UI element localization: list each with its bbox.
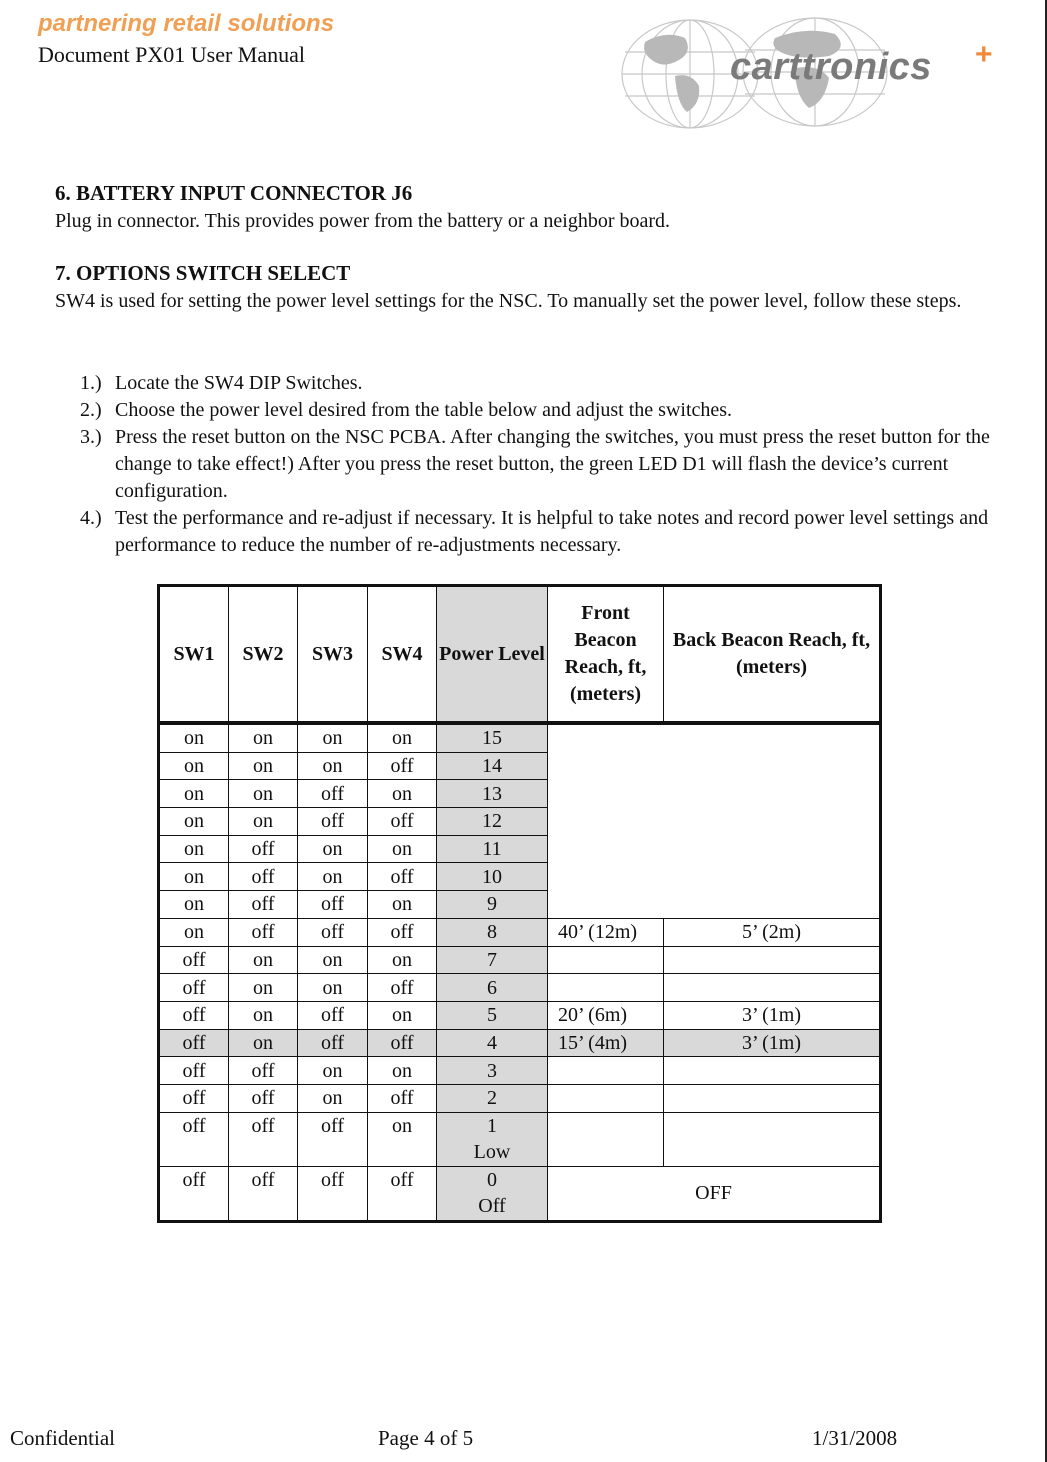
list-item	[80, 424, 1030, 505]
switch-cell: on	[368, 891, 437, 919]
switch-cell: off	[159, 1057, 229, 1085]
switch-cell: off	[159, 1084, 229, 1112]
switch-cell: on	[298, 723, 368, 752]
switch-cell: off	[229, 918, 298, 946]
switch-cell: on	[159, 723, 229, 752]
power-value: 1	[487, 1114, 497, 1137]
switch-cell: off	[229, 863, 298, 891]
switch-cell: on	[298, 752, 368, 780]
switch-cell: off	[298, 891, 368, 919]
switch-cell: off	[159, 1166, 229, 1221]
header-sw3: SW3	[298, 586, 368, 724]
power-value: 10	[482, 865, 502, 888]
company-tagline: partnering retail solutions	[38, 10, 335, 37]
power-level-cell	[437, 946, 548, 974]
switch-cell: on	[229, 974, 298, 1002]
switch-cell: off	[298, 1029, 368, 1057]
switch-cell: off	[368, 1084, 437, 1112]
switch-cell: off	[298, 1112, 368, 1166]
switch-cell: off	[229, 1166, 298, 1221]
step-number: 1.)	[80, 372, 102, 394]
power-value: 15	[482, 727, 502, 750]
header-front-beacon: Front Beacon Reach, ft, (meters)	[548, 586, 664, 724]
switch-cell: on	[229, 808, 298, 836]
switch-cell: off	[298, 918, 368, 946]
switch-cell: off	[229, 1057, 298, 1085]
power-level-cell	[437, 752, 548, 780]
switch-cell: off	[368, 808, 437, 836]
power-level-cell	[437, 1001, 548, 1029]
switch-cell: off	[229, 891, 298, 919]
power-value: 2	[487, 1087, 497, 1110]
switch-cell: on	[368, 946, 437, 974]
back-reach-cell	[664, 974, 881, 1002]
table-row	[159, 974, 881, 1002]
step-text: Test the performance and re-adjust if necessary. It is helpful to take notes and record power level settings and performance to reduce the number of re-adjustments necessary.	[115, 507, 989, 556]
footer-date: 1/31/2008	[812, 1426, 898, 1450]
switch-cell: on	[159, 808, 229, 836]
power-value: 0	[487, 1168, 497, 1191]
switch-cell: off	[159, 946, 229, 974]
power-value: 8	[487, 921, 497, 944]
switch-cell: off	[368, 974, 437, 1002]
list-item	[80, 397, 1030, 424]
power-value: 7	[487, 948, 497, 971]
table-row	[159, 723, 881, 752]
back-reach-cell	[664, 1057, 881, 1085]
section-7-heading: 7. OPTIONS SWITCH SELECT	[55, 261, 351, 285]
switch-cell: on	[368, 1112, 437, 1166]
front-reach-cell	[548, 1084, 664, 1112]
switch-cell: off	[229, 1112, 298, 1166]
document-title: Document PX01 User Manual	[38, 42, 306, 67]
switch-cell: on	[159, 780, 229, 808]
power-level-cell	[437, 863, 548, 891]
power-level-cell	[437, 1112, 548, 1166]
switch-cell: on	[368, 835, 437, 863]
power-level-cell	[437, 835, 548, 863]
power-level-cell	[437, 723, 548, 752]
table-row	[159, 1001, 881, 1029]
power-level-cell	[437, 918, 548, 946]
switch-cell: off	[368, 863, 437, 891]
off-merged-cell: OFF	[548, 1166, 881, 1221]
switch-cell: on	[229, 752, 298, 780]
switch-cell: off	[298, 1166, 368, 1221]
switch-cell: on	[298, 946, 368, 974]
table-body	[159, 723, 881, 1221]
switch-cell: off	[159, 1029, 229, 1057]
front-reach-cell: 40’ (12m)	[548, 918, 664, 946]
step-number: 4.)	[80, 507, 102, 529]
switch-cell: on	[229, 1001, 298, 1029]
footer-page-number: Page 4 of 5	[378, 1426, 474, 1450]
power-level-cell	[437, 1057, 548, 1085]
power-level-cell	[437, 780, 548, 808]
switch-cell: on	[298, 974, 368, 1002]
header-power-level: Power Level	[437, 586, 548, 724]
power-level-cell	[437, 1084, 548, 1112]
list-item	[80, 370, 1030, 397]
switch-cell: on	[229, 1029, 298, 1057]
switch-cell: off	[159, 1001, 229, 1029]
carttronics-logo	[615, 12, 1015, 130]
front-reach-cell	[548, 946, 664, 974]
back-reach-cell	[664, 1084, 881, 1112]
power-level-table	[157, 584, 882, 1223]
switch-cell: on	[368, 723, 437, 752]
table-header-row	[159, 586, 881, 724]
section-7-body: SW4 is used for setting the power level settings for the NSC. To manually set the power level, follow these steps.	[55, 290, 962, 312]
step-text: Choose the power level desired from the table below and adjust the switches.	[115, 399, 733, 421]
power-level-cell	[437, 1029, 548, 1057]
switch-cell: off	[159, 1112, 229, 1166]
switch-cell: on	[159, 752, 229, 780]
header-sw4: SW4	[368, 586, 437, 724]
front-reach-cell	[548, 1112, 664, 1166]
switch-cell: off	[159, 974, 229, 1002]
switch-cell: off	[229, 1084, 298, 1112]
footer-confidential: Confidential	[10, 1426, 115, 1450]
table-row	[159, 918, 881, 946]
switch-cell: on	[298, 1084, 368, 1112]
switch-cell: off	[229, 835, 298, 863]
power-level-cell	[437, 974, 548, 1002]
switch-cell: on	[159, 891, 229, 919]
switch-cell: on	[298, 863, 368, 891]
logo-wordmark: carttronics	[730, 46, 932, 88]
power-value: 12	[482, 810, 502, 833]
switch-cell: off	[368, 752, 437, 780]
power-value: 9	[487, 893, 497, 916]
step-number: 2.)	[80, 399, 102, 421]
logo-plus-icon: +	[975, 38, 993, 71]
power-value: 3	[487, 1059, 497, 1082]
table-row	[159, 946, 881, 974]
table-row	[159, 1112, 881, 1166]
switch-cell: on	[229, 723, 298, 752]
front-reach-cell: 15’ (4m)	[548, 1029, 664, 1057]
steps-list	[80, 370, 1030, 559]
back-reach-cell: 5’ (2m)	[664, 918, 881, 946]
header-sw2: SW2	[229, 586, 298, 724]
table-row	[159, 1029, 881, 1057]
section-6-body: Plug in connector. This provides power from the battery or a neighbor board.	[55, 210, 671, 232]
header-back-beacon: Back Beacon Reach, ft, (meters)	[664, 586, 881, 724]
switch-cell: off	[368, 918, 437, 946]
list-item	[80, 505, 1030, 559]
section-6-heading: 6. BATTERY INPUT CONNECTOR J6	[55, 181, 413, 205]
switch-cell: on	[159, 835, 229, 863]
power-value: 5	[487, 1004, 497, 1027]
power-level-cell	[437, 1166, 548, 1221]
power-level-cell	[437, 808, 548, 836]
step-number: 3.)	[80, 426, 102, 448]
step-text: Locate the SW4 DIP Switches.	[115, 372, 363, 394]
switch-cell: on	[229, 946, 298, 974]
step-text: Press the reset button on the NSC PCBA. After changing the switches, you must press the reset button for the change to take effect!) After you press the reset button, the green LED D1 will flash the device’s current configuration.	[115, 426, 990, 502]
switch-cell: off	[368, 1029, 437, 1057]
power-value: 11	[482, 838, 502, 861]
switch-cell: on	[229, 780, 298, 808]
switch-cell: off	[298, 780, 368, 808]
front-reach-cell	[548, 974, 664, 1002]
switch-cell: on	[159, 918, 229, 946]
power-value: 14	[482, 755, 502, 778]
switch-cell: on	[159, 863, 229, 891]
table-row	[159, 1166, 881, 1221]
power-label: Low	[473, 1140, 511, 1163]
header-sw1: SW1	[159, 586, 229, 724]
switch-cell: off	[298, 808, 368, 836]
back-reach-cell: 3’ (1m)	[664, 1001, 881, 1029]
front-reach-cell: 20’ (6m)	[548, 1001, 664, 1029]
power-label: Off	[478, 1194, 506, 1217]
power-value: 4	[487, 1031, 497, 1054]
switch-cell: off	[298, 1001, 368, 1029]
switch-cell: on	[368, 780, 437, 808]
back-reach-cell	[664, 1112, 881, 1166]
power-level-cell	[437, 891, 548, 919]
back-reach-cell: 3’ (1m)	[664, 1029, 881, 1057]
table-row	[159, 1057, 881, 1085]
blank-merged-cell	[548, 723, 881, 918]
switch-cell: on	[298, 1057, 368, 1085]
switch-cell: on	[368, 1001, 437, 1029]
power-value: 13	[482, 782, 502, 805]
switch-cell: on	[298, 835, 368, 863]
front-reach-cell	[548, 1057, 664, 1085]
power-value: 6	[487, 976, 497, 999]
table-row	[159, 1084, 881, 1112]
switch-cell: on	[368, 1057, 437, 1085]
switch-cell: off	[368, 1166, 437, 1221]
back-reach-cell	[664, 946, 881, 974]
